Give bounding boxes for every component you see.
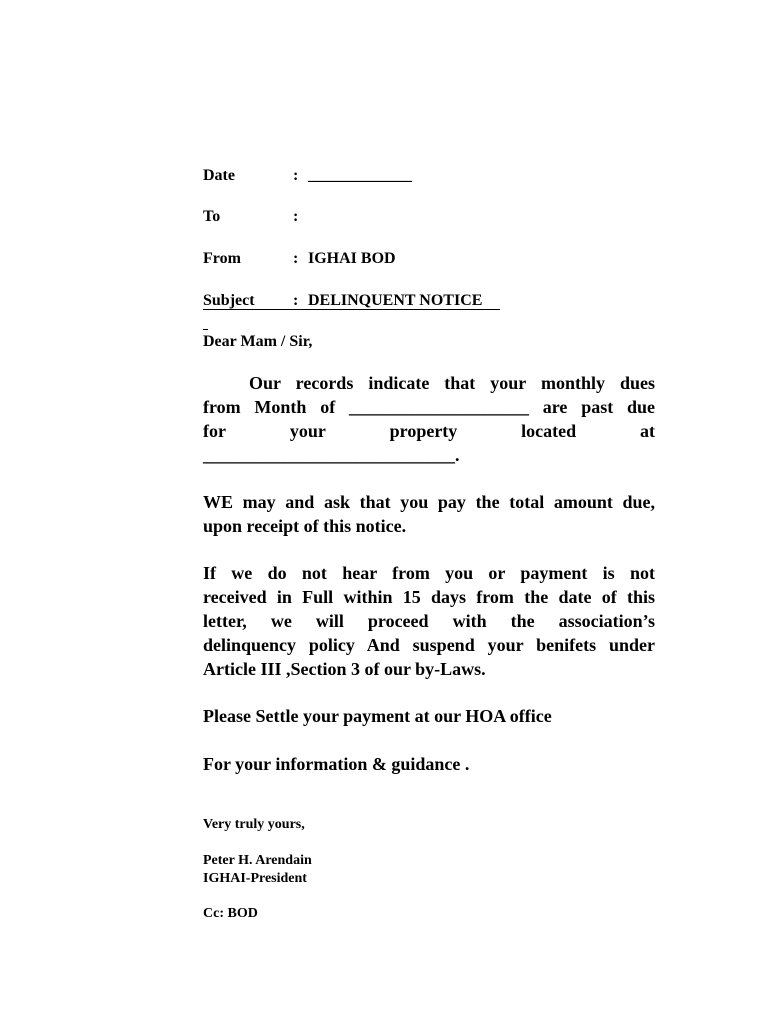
from-colon: : bbox=[293, 250, 299, 267]
date-colon: : bbox=[293, 167, 299, 184]
paragraph-dues-line-4: ____________________________. bbox=[203, 445, 460, 465]
from-label: From bbox=[203, 250, 241, 267]
paragraph-dues-line-2: from Month of ____________________ are past due bbox=[203, 397, 655, 417]
signer-title: IGHAI-President bbox=[203, 871, 307, 886]
to-colon: : bbox=[293, 208, 299, 225]
paragraph-request-line-2: upon receipt of this notice. bbox=[203, 516, 407, 536]
paragraph-settle bbox=[203, 704, 655, 728]
paragraph-dues-line-1: Our records indicate that your monthly dues bbox=[249, 373, 655, 393]
paragraph-policy-line-3: letter, we will proceed with the association’s bbox=[203, 611, 655, 631]
to-label: To bbox=[203, 208, 221, 225]
paragraph-policy-line-4: delinquency policy And suspend your benifets under bbox=[203, 635, 655, 655]
word-for: for bbox=[203, 421, 226, 441]
subject-colon: : bbox=[293, 292, 299, 309]
paragraph-policy-line-2: received in Full within 15 days from the date of this bbox=[203, 587, 655, 607]
paragraph-policy-line-1: If we do not hear from you or payment is not bbox=[203, 563, 655, 583]
subject-value: DELINQUENT NOTICE bbox=[308, 292, 483, 309]
signer-name: Peter H. Arendain bbox=[203, 853, 312, 868]
salutation: Dear Mam / Sir, bbox=[203, 333, 313, 350]
date-label: Date bbox=[203, 167, 235, 184]
valediction: Very truly yours, bbox=[203, 817, 305, 832]
word-located: located bbox=[521, 421, 577, 441]
paragraph-dues-line-3 bbox=[203, 419, 655, 443]
paragraph-settle-line: Please Settle your payment at our HOA office bbox=[203, 706, 552, 726]
word-property: property bbox=[389, 421, 458, 441]
paragraph-info-line: For your information & guidance . bbox=[203, 754, 470, 774]
paragraph-request-line-1: WE may and ask that you pay the total amount due, bbox=[203, 492, 655, 512]
subject-label: Subject bbox=[203, 292, 255, 309]
paragraph-request bbox=[203, 490, 655, 538]
cc-line: Cc: BOD bbox=[203, 906, 258, 921]
stray-mark bbox=[203, 329, 208, 330]
paragraph-policy bbox=[203, 561, 655, 681]
paragraph-info bbox=[203, 752, 655, 776]
paragraph-policy-line-5: Article III ,Section 3 of our by-Laws. bbox=[203, 659, 486, 679]
from-value: IGHAI BOD bbox=[308, 250, 396, 267]
paragraph-dues bbox=[203, 371, 655, 467]
date-value: _____________ bbox=[308, 167, 412, 184]
word-your: your bbox=[289, 421, 326, 441]
subject-underline bbox=[203, 309, 500, 310]
word-at: at bbox=[639, 421, 655, 441]
